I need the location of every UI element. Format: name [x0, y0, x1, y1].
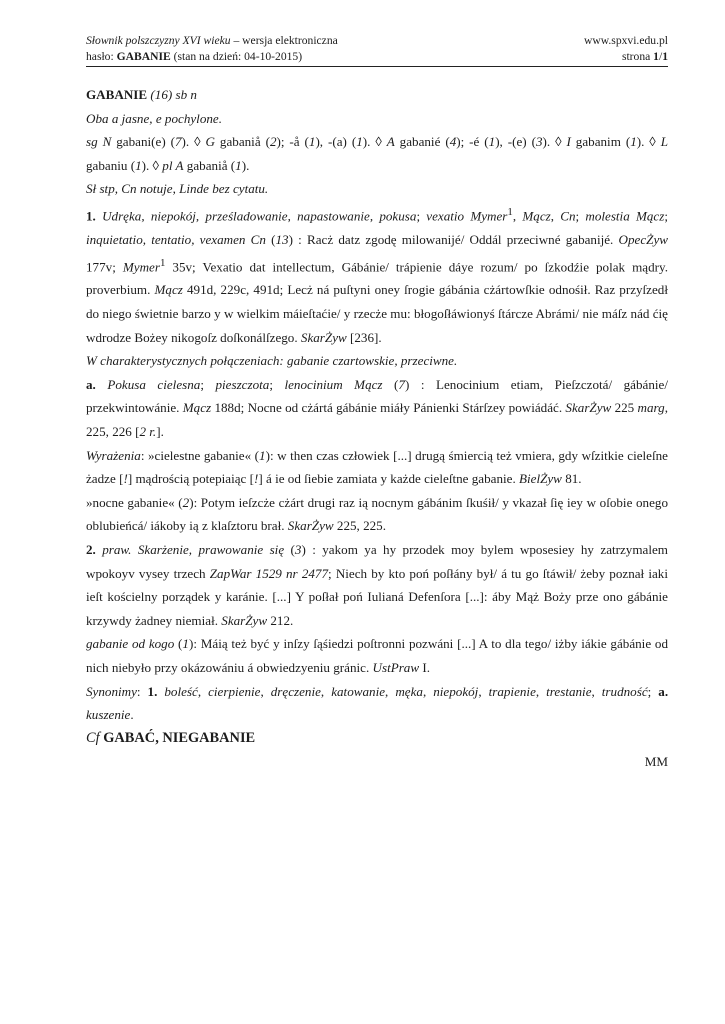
cross-reference: Cf GABAĆ, NIEGABANIE — [86, 729, 256, 746]
phrases-nocne: »nocne gabanie« (2): Potym ieſzcże cżárt drugi raz ią nocnym gábánim ſkuśił/ y vkazał ſię iey w oſobie onego oblubieńcá/ iákoby ią z klaſztoru brał. SkarŻyw 225, 225. — [86, 494, 668, 534]
collocations-note: W charakterystycznych połączeniach: gabanie czartowskie, przeciwne. — [86, 353, 458, 369]
occurrence-count: (16) — [150, 87, 173, 102]
page-header — [86, 33, 668, 67]
inflection-paragraph: sg N gabani(e) (7). ◊ G gabaniå (2); -å (1), -(a) (1). ◊ A gabanié (4); -é (1), -(e) (3). ◊ I gabanim (1). ◊ L gabaniu (1). ◊ pl A gabaniå (1). — [86, 134, 669, 173]
part-of-speech: sb n — [175, 87, 197, 102]
page-number: strona 1/1 — [621, 50, 668, 63]
forms-note: Oba a jasne, e pochylone. — [86, 110, 222, 126]
sense-1a: a. Pokusa cielesna; pieszczota; lenocinium Mącz (7) : Lenocinium etiam, Pieſzczotá/ gábánie/ przekwintowánie. Mącz 188d; Nocne od cżártá gábánie miáły Pánienki Stárſzey powiádáć. SkarŻyw 225 marg, 225, 226 [2 r.]. — [86, 376, 668, 440]
entry-body — [86, 83, 668, 774]
entry-headline — [86, 83, 668, 107]
header-row-1 — [86, 33, 668, 49]
phrases-od-kogo: gabanie od kogo (1): Máią też być y inſzy ſąśiedzi poſtronni pozwáni [...] A to dla tego/ iżby iákie gábánie od nich niebyło przy okázowániu á obwiedzyeniu gránic. UstPraw I. — [86, 636, 668, 675]
sense-2: 2. praw. Skarżenie, prawowanie się (3) : yakom ya hy przodek moy bylem wposesiey hy zatrzymalem wpokoyv vysey trzech ZapWar 1529 nr 2477; Niech by kto poń poſłány był/ á tu go ſtáwił/ żeby poznał iaki ieſt kościelny porządek y karánie. [...] Y poſłał poń Iulianá Defenſora [...]: áby Mąż Boży prze ono gábánie krzywdy żadney niemiał. SkarŻyw 212. — [86, 542, 668, 628]
phrases-cielestne: Wyrażenia: »cielestne gabanie« (1): w then czas człowiek [...] drugą śmiercią też vmiera, gdy wſzitkie cieleſne żadze [!] mądrością potepiaiąc [!] á ie od ſiebie zamiata y każde cieleſtne gabanie. BielŻyw 81. — [86, 447, 668, 487]
headword: GABANIE — [86, 87, 148, 102]
entry-info: hasło: GABANIE (stan na dzień: 04-10-2015) — [86, 50, 303, 63]
header-row-2 — [86, 49, 668, 65]
author-initials: MM — [644, 754, 668, 770]
sense-1: 1. Udręka, niepokój, prześladowanie, napastowanie, pokusa; vexatio Mymer$^1$, Mącz, Cn; molestia Mącz; inquietatio, tentatio, vexamen Cn (13) : Racż datz zgodę milowanijé/ Oddál przeciwné gabanijé. OpecŻyw 177v; Mymer$^1$ 35v; Vexatio dat intellectum, Gábánie/ trápienie dáye rozum/ po ſzkodźie polak mądry. proverbium. Mącz 491d, 229c, 491d; Lecż ná puſtyni oney ſrogie gábánia cżártowſkie odnośił. Raz przyſzedł do niego świetnie barzo y w wielkim máieſtaćie/ y rzecże mu: błogoſłáwionyś ſtárcze Abrámi/ nie máſz nád ćię wdrodze Bożey nikogoſz doſkonálſzego. SkarŻyw [236]. — [86, 205, 668, 345]
dictionary-title: Słownik polszczyzny XVI wieku – wersja elektroniczna — [86, 34, 338, 47]
synonyms: Synonimy: 1. boleść, cierpienie, dręczenie, katowanie, męka, niepokój, trapienie, trestanie, trudność; a. kuszenie. — [86, 683, 669, 723]
website-url[interactable]: www.spxvi.edu.pl — [584, 34, 668, 47]
sources-note: Sł stp, Cn notuje, Linde bez cytatu. — [86, 181, 269, 197]
cross-reference-links[interactable]: GABAĆ, NIEGABANIE — [103, 729, 256, 746]
